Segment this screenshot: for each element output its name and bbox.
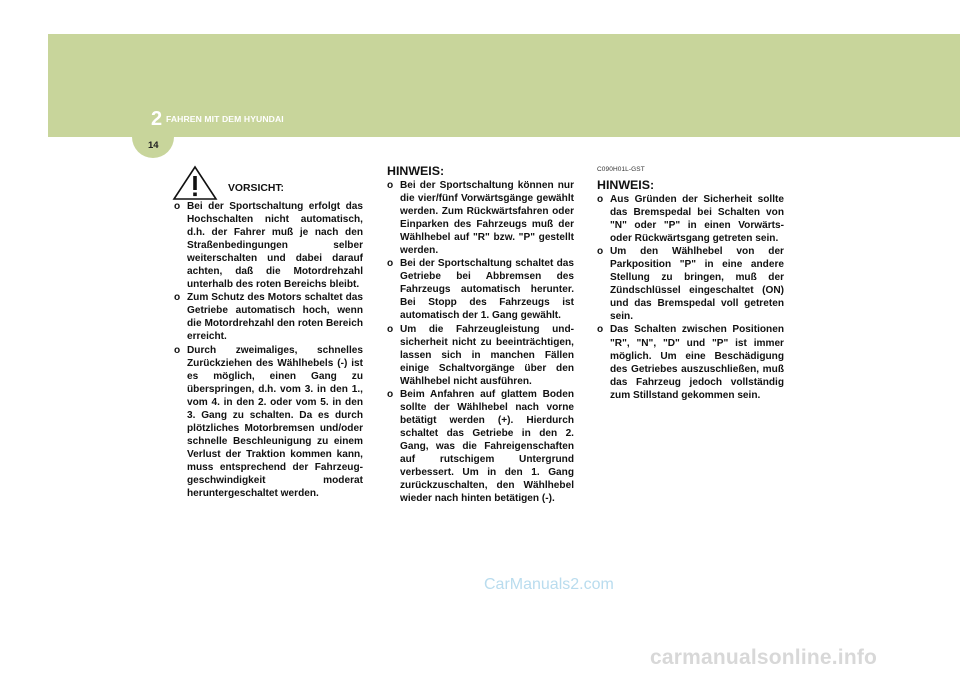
warning-column: [174, 200, 363, 500]
warning-list: [174, 200, 363, 500]
note-item: o Bei der Sportschaltung schaltet das Getriebe bei Abbremsen des Fahrzeugs automatisch herunter. Bei Stopp des Fahrzeugs ist automatisch der 1. Gang gewählt.: [387, 257, 574, 322]
note-item: o Um die Fahrzeugleistung und-sicherheit nicht zu beeinträchtigen, lassen sich in manchen Fällen einige Schaltvorgänge über den Wählhebel nicht ausführen.: [387, 323, 574, 388]
warning-title: VORSICHT:: [228, 183, 284, 194]
carmanualsonline-watermark-link[interactable]: carmanualsonline.info: [650, 646, 878, 669]
note-right-list: [597, 193, 784, 402]
note-right-column: [597, 178, 784, 402]
note-right-title: HINWEIS:: [597, 178, 655, 192]
note-item: o Um den Wählhebel von der Parkposition "P" in eine andere Stellung zu bringen, muß der Zündschlüssel eingeschaltet (ON) und das Bremspedal voll getreten sein.: [597, 245, 784, 323]
note-middle-list: [387, 179, 574, 505]
chapter-number: 2: [151, 108, 163, 130]
note-middle-title: HINWEIS:: [387, 164, 445, 178]
warning-item: o Bei der Sportschaltung erfolgt das Hochschalten nicht automatisch, d.h. der Fahrer muß je nach den Straßenbedingungen selber weiterschalten und dabei darauf achten, daß die Motordrehzahl unterhalb des roten Bereichs bleibt.: [174, 200, 363, 291]
warning-item: o Durch zweimaliges, schnelles Zurückziehen des Wählhebels (-) ist es möglich, einen Gang zu überspringen, d.h. vom 3. in den 1., vom 4. in den 2. oder vom 5. in den 3. Gang zu schalten. Da es durch plötzliches Motorbremsen und/oder schnelle Beschleunigung zu einem Verlust der Traktion kommen kann, muss entsprechend der Fahrzeug-geschwindigkeit moderat heruntergeschaltet werden.: [174, 344, 363, 501]
page-number: 14: [148, 140, 159, 151]
warning-triangle-icon: [172, 165, 218, 201]
warning-item: o Zum Schutz des Motors schaltet das Getriebe automatisch hoch, wenn die Motordrehzahl den roten Bereich erreicht.: [174, 291, 363, 343]
note-item: o Bei der Sportschaltung können nur die vier/fünf Vorwärtsgänge gewählt werden. Zum Rückwärtsfahren oder Einparken des Fahrzeugs muß der Wählhebel auf "R" bzw. "P" gestellt werden.: [387, 179, 574, 257]
section-code: C090H01L-GST: [597, 166, 645, 173]
note-item: o Aus Gründen der Sicherheit sollte das Bremspedal bei Schalten von "N" oder "P" in einen Vorwärts- oder Rückwärtsgang getreten sein.: [597, 193, 784, 245]
chapter-title: FAHREN MIT DEM HYUNDAI: [166, 114, 284, 124]
note-middle-column: [387, 164, 574, 505]
note-item: o Das Schalten zwischen Positionen "R", "N", "D" und "P" ist immer möglich. Um eine Beschädigung des Getriebes auszuschließen, muß das Fahrzeug jedoch vollständig zum Stillstand gekommen sein.: [597, 323, 784, 401]
note-item: o Beim Anfahren auf glattem Boden sollte der Wählhebel nach vorne betätigt werden (+). Hierdurch schaltet das Getriebe in den 2. Gang, was die Fahreigenschaften auf rutschigem Untergrund verbessert. Um in den 1. Gang zurückzuschalten, den Wählhebel wieder nach hinten betätigen (-).: [387, 388, 574, 505]
carmanuals-watermark-link[interactable]: CarManuals2.com: [484, 576, 614, 593]
